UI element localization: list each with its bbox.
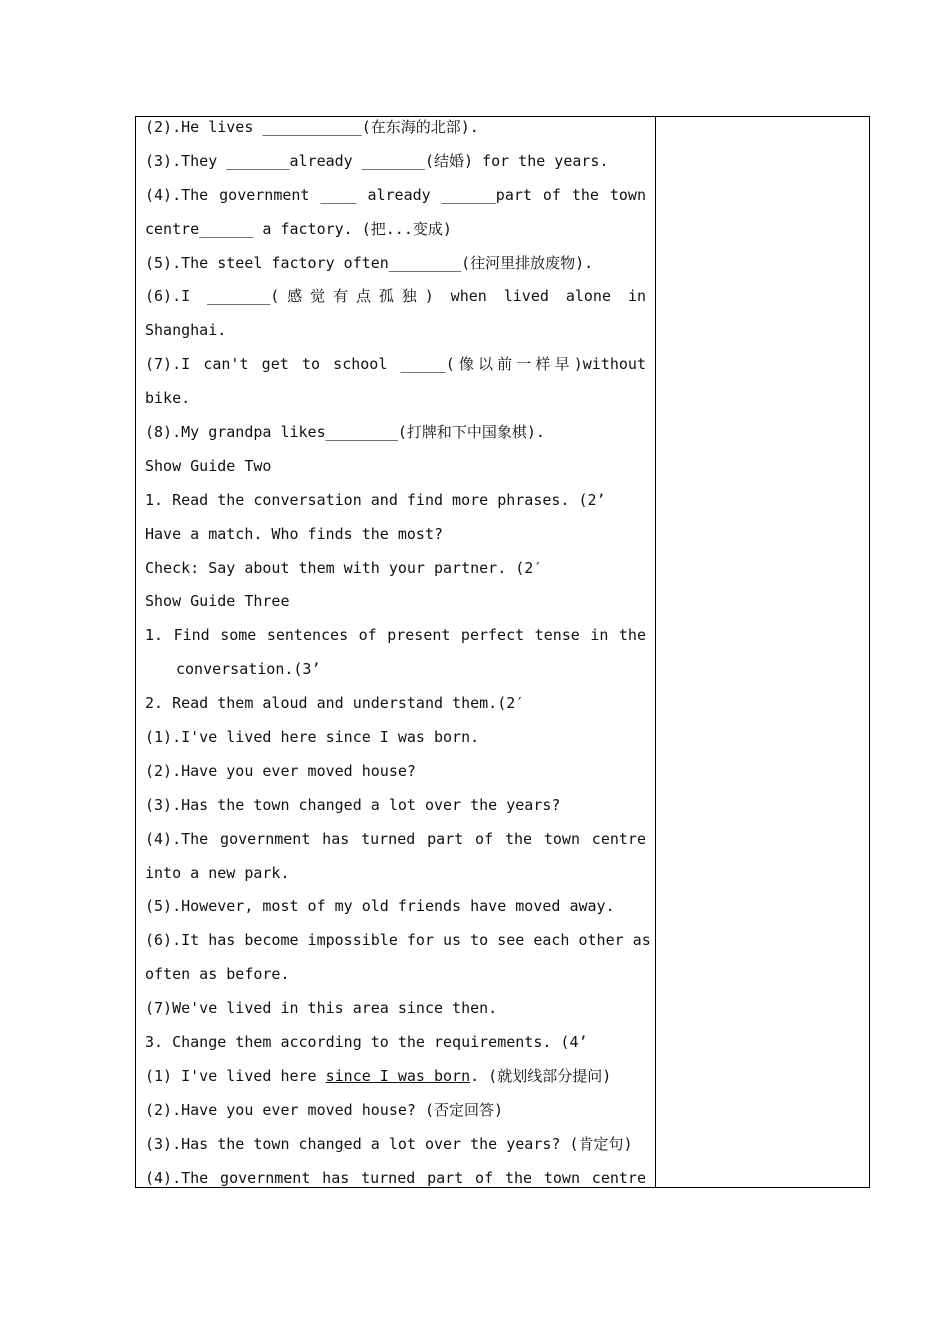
- text-line: (2).He lives ___________(在东海的北部).: [145, 118, 479, 136]
- text-line: Show Guide Two: [145, 456, 272, 475]
- text-line: (3).Has the town changed a lot over the years?: [145, 795, 561, 814]
- left-cell: [145, 111, 651, 1196]
- text-line: 1. Find some sentences of present perfect tense in the: [145, 626, 646, 645]
- requirement-2: (2).Have you ever moved house? (否定回答): [145, 1100, 504, 1119]
- text-line: into a new park.: [145, 863, 290, 882]
- requirement-3: (3).Has the town changed a lot over the years? (肯定句): [145, 1134, 633, 1153]
- text-line: bike.: [145, 389, 191, 408]
- text-line: (4).The government has turned part of the town centre: [145, 829, 646, 848]
- requirement-4: (4).The government has turned part of the town centre: [145, 1168, 646, 1187]
- text-line: Have a match. Who finds the most?: [145, 524, 444, 543]
- text-line: (3).They _______already _______(结婚) for the years.: [145, 151, 609, 170]
- text-line: (4).The government ____ already ______part of the town: [145, 185, 646, 204]
- req1-suffix: . (就划线部分提问): [470, 1066, 612, 1085]
- text-line: (2).Have you ever moved house?: [145, 761, 416, 780]
- text-line: (5).The steel factory often________(往河里排放废物).: [145, 253, 594, 272]
- req1-underlined: since I was born: [325, 1066, 471, 1085]
- text-line: 2. Read them aloud and understand them.(2′: [145, 694, 525, 713]
- text-line: (6).I _______(感觉有点孤独) when lived alone in: [145, 287, 646, 306]
- text-line: often as before.: [145, 965, 290, 984]
- exercise-lines: [145, 111, 651, 1060]
- requirement-1: [145, 1060, 646, 1094]
- text-line: (7).I can't get to school _____(像以前一样早)without: [145, 355, 646, 374]
- text-line: 1. Read the conversation and find more phrases. (2’: [145, 490, 606, 509]
- column-divider: [655, 116, 656, 1188]
- text-line: (1).I've lived here since I was born.: [145, 728, 480, 747]
- req1-prefix: (1) I've lived here: [145, 1066, 326, 1085]
- text-line: centre______ a factory. (把...变成): [145, 219, 452, 238]
- text-line: (6).It has become impossible for us to see each other as: [145, 931, 651, 950]
- text-line: Show Guide Three: [145, 592, 290, 611]
- text-line: (5).However, most of my old friends have moved away.: [145, 897, 615, 916]
- text-line: (7)We've lived in this area since then.: [145, 999, 498, 1018]
- text-line: Shanghai.: [145, 321, 227, 340]
- text-line: 3. Change them according to the requirements. (4’: [145, 1033, 588, 1052]
- text-line: (8).My grandpa likes________(打牌和下中国象棋).: [145, 423, 545, 442]
- text-line: Check: Say about them with your partner. (2′: [145, 558, 543, 577]
- text-line: conversation.(3’: [176, 660, 321, 679]
